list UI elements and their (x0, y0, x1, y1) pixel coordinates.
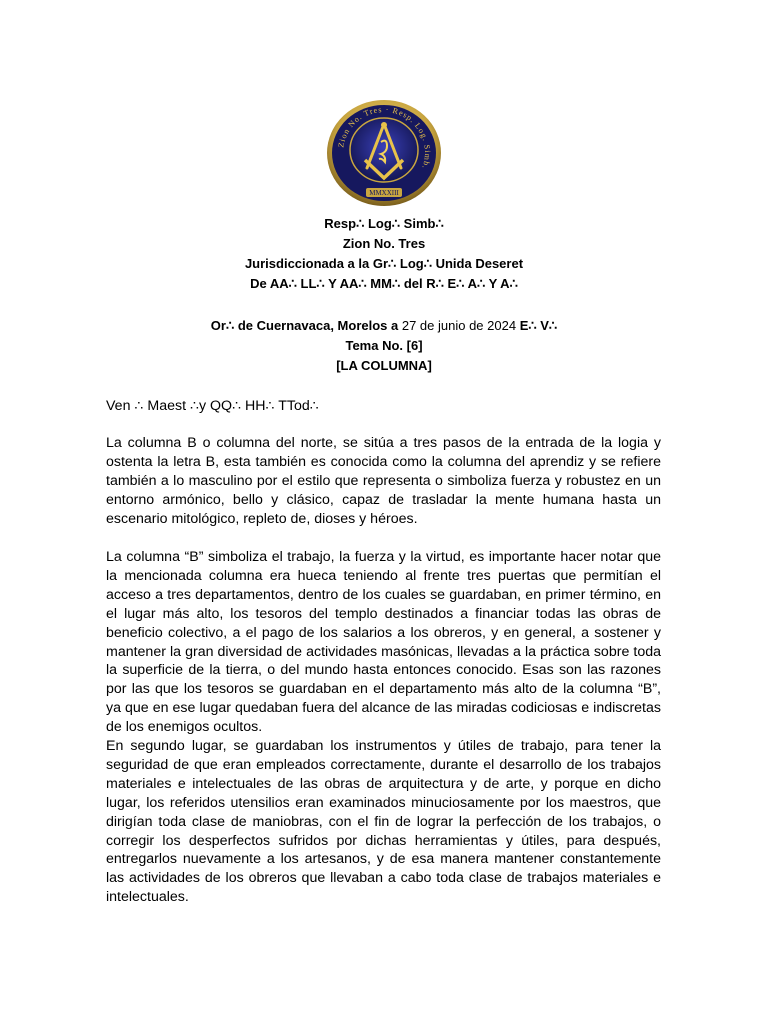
document-title: [LA COLUMNA] (336, 358, 432, 373)
place: Or∴ de Cuernavaca, Morelos a (210, 318, 399, 333)
era: E∴ V∴ (519, 318, 558, 333)
paragraph-text: La columna B o columna del norte, se sitúa a tres pasos de la entrada de la logia y ostenta la letra B, esta también es conocida como la columna del aprendiz y se refiere también a lo masculino por el estilo que representa o simboliza fuerza y robustez en un entorno armónico, bello y clásico, capaz de trasladar la mente humana hasta un escenario mitológico, repleto de, dioses y héroes. (106, 435, 661, 527)
paragraph-text: En segundo lugar, se guardaban los instrumentos y útiles de trabajo, para tener la seguridad de que eran empleados correctamente, durante el desarrollo de los trabajos materiales e intelectuales de las obras de arquitectura y de arte, y porque en dicho lugar, los referidos utensilios eran examinados minuciosamente por los maestros, que dirigían toda clase de maniobras, con el fin de lograr la perfección de los trabajos, o corregir los desperfectos sufridos por dichas herramientas y útiles, para después, entregarlos nuevamente a los artesanos, y de esa manera mantener constantemente las actividades de los obreros que llevaban a cabo toda clase de trabajos materiales e intelectuales. (106, 738, 661, 906)
topic-number: Tema No. [6] (345, 338, 423, 353)
document-header (0, 214, 768, 294)
greeting: Ven ∴ Maest ∴y QQ∴ HH∴ TTod∴ (106, 398, 319, 414)
jurisdiction: Jurisdiccionada a la Gr∴ Log∴ Unida Deseret (244, 256, 524, 271)
masonic-seal-icon (323, 98, 445, 208)
lodge-number: Zion No. Tres (342, 236, 426, 251)
paragraph-3 (106, 737, 661, 907)
lodge-name: Resp∴ Log∴ Simb∴ (324, 216, 444, 231)
seal-ring-text: Zion No. Tres · Resp. Log. Simb. (336, 104, 433, 171)
rite: De AA∴ LL∴ Y AA∴ MM∴ del R∴ E∴ A∴ Y A∴ (250, 276, 518, 291)
date: 27 de junio de 2024 (401, 318, 517, 333)
document-meta (0, 316, 768, 376)
seal-year: MMXXIII (369, 189, 399, 197)
place-date-line (0, 316, 768, 336)
paragraph-1 (106, 434, 661, 529)
paragraph-2 (106, 548, 661, 737)
paragraph-text: La columna “B” simboliza el trabajo, la fuerza y la virtud, es importante hacer notar que la mencionada columna era hueca teniendo al frente tres puertas que permitían el acceso a tres departamentos, dentro de los cuales se guardaban, en primer término, en el lugar más alto, los tesoros del templo destinados a financiar todas las obras de beneficio colectivo, a el pago de los salarios a los obreros, y en general, a sostener y mantener la gran diversidad de actividades masónicas, llevadas a la práctica sobre toda la superficie de la tierra, o del mundo hasta entonces conocido. Esas son las razones por las que los tesoros se guardaban en el departamento más alto de la columna “B”, ya que en ese lugar quedaban fuera del alcance de las miradas codiciosas e indiscretas de los enemigos ocultos. (106, 549, 661, 736)
